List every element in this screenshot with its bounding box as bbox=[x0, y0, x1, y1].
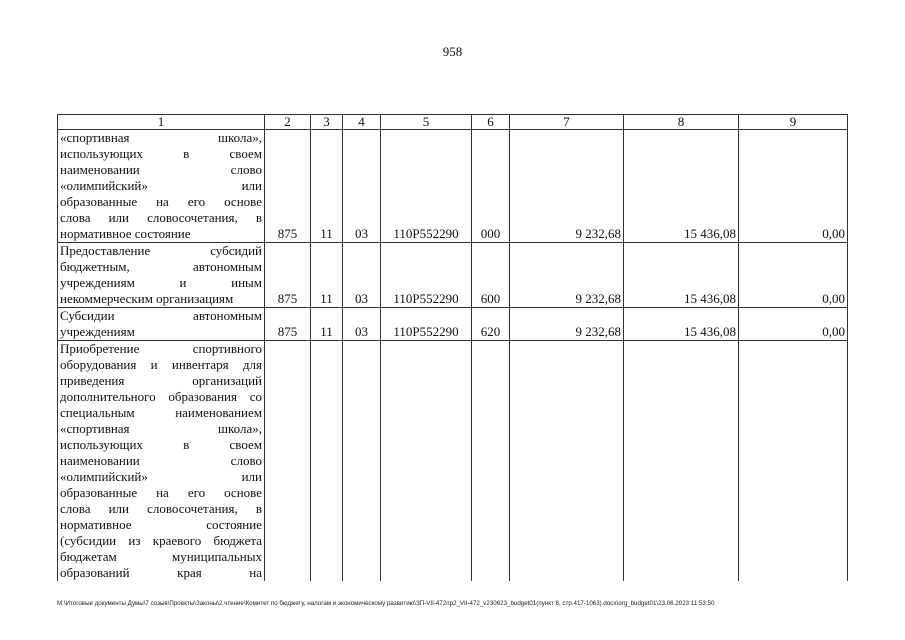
description-line: бюджетным, автономным bbox=[60, 259, 262, 274]
description-line: учреждениям и иным bbox=[60, 275, 262, 290]
amount-cell: 15 436,08 bbox=[624, 130, 739, 243]
description-line: Предоставление субсидий bbox=[60, 243, 262, 258]
amount-cell: 9 232,68 bbox=[510, 130, 624, 243]
amount-cell: 15 436,08 bbox=[624, 243, 739, 308]
row-description bbox=[58, 308, 265, 341]
description-line: слова или словосочетания, в bbox=[60, 501, 262, 516]
ministry-code-cell: 875 bbox=[265, 243, 311, 308]
amount-cell: 9 232,68 bbox=[510, 243, 624, 308]
table-row bbox=[58, 243, 848, 308]
header-cell: 9 bbox=[739, 115, 848, 130]
header-cell: 1 bbox=[58, 115, 265, 130]
description-line: Приобретение спортивного bbox=[60, 341, 262, 356]
header-cell: 4 bbox=[343, 115, 381, 130]
description-line: «спортивная школа», bbox=[60, 421, 262, 436]
target-article-cell: 110Р552290 bbox=[381, 308, 472, 341]
table-row bbox=[58, 341, 848, 582]
description-line: использующих в своем bbox=[60, 146, 262, 161]
description-line: нормативное состояние bbox=[60, 226, 191, 241]
header-cell: 8 bbox=[624, 115, 739, 130]
ministry-code-cell: 875 bbox=[265, 308, 311, 341]
expense-type-cell: 620 bbox=[472, 308, 510, 341]
description-line: образованные на его основе bbox=[60, 194, 262, 209]
description-line: оборудования и инвентаря для bbox=[60, 357, 262, 372]
amount-cell: 9 232,68 bbox=[510, 308, 624, 341]
description-line: использующих в своем bbox=[60, 437, 262, 452]
subsection-code-cell: 03 bbox=[343, 243, 381, 308]
amount-cell: 15 436,08 bbox=[624, 308, 739, 341]
row-description bbox=[58, 130, 265, 243]
row-description bbox=[58, 243, 265, 308]
description-line: «олимпийский» или bbox=[60, 469, 262, 484]
description-line: бюджетам муниципальных bbox=[60, 549, 262, 564]
amount-cell bbox=[739, 341, 848, 582]
row-description bbox=[58, 341, 265, 582]
description-line: образованные на его основе bbox=[60, 485, 262, 500]
budget-table bbox=[57, 114, 848, 581]
amount-cell bbox=[510, 341, 624, 582]
description-line: наименовании слово bbox=[60, 162, 262, 177]
header-cell: 6 bbox=[472, 115, 510, 130]
section-code-cell: 11 bbox=[311, 130, 343, 243]
subsection-code-cell: 03 bbox=[343, 308, 381, 341]
amount-cell: 0,00 bbox=[739, 130, 848, 243]
section-code-cell bbox=[311, 341, 343, 582]
ministry-code-cell bbox=[265, 341, 311, 582]
description-line: специальным наименованием bbox=[60, 405, 262, 420]
description-line: Субсидии автономным bbox=[60, 308, 262, 323]
amount-cell bbox=[624, 341, 739, 582]
target-article-cell bbox=[381, 341, 472, 582]
header-cell: 2 bbox=[265, 115, 311, 130]
description-line: дополнительного образования со bbox=[60, 389, 262, 404]
subsection-code-cell bbox=[343, 341, 381, 582]
expense-type-cell: 600 bbox=[472, 243, 510, 308]
description-line: некоммерческим организациям bbox=[60, 291, 234, 306]
description-line: учреждениям bbox=[60, 324, 135, 339]
page-number: 958 bbox=[442, 44, 463, 59]
expense-type-cell bbox=[472, 341, 510, 582]
header-cell: 5 bbox=[381, 115, 472, 130]
table-row bbox=[58, 130, 848, 243]
table-header-row bbox=[58, 115, 848, 130]
header-cell: 3 bbox=[311, 115, 343, 130]
description-line: приведения организаций bbox=[60, 373, 262, 388]
description-line: (субсидии из краевого бюджета bbox=[60, 533, 262, 548]
subsection-code-cell: 03 bbox=[343, 130, 381, 243]
target-article-cell: 110Р552290 bbox=[381, 130, 472, 243]
description-line: «спортивная школа», bbox=[60, 130, 262, 145]
expense-type-cell: 000 bbox=[472, 130, 510, 243]
table-row bbox=[58, 308, 848, 341]
description-line: слова или словосочетания, в bbox=[60, 210, 262, 225]
description-line: нормативное состояние bbox=[60, 517, 262, 532]
ministry-code-cell: 875 bbox=[265, 130, 311, 243]
document-path-footer: M:\Итоговые документы Думы\7 созыв\Проекты\Законы\2 чтение\Комитет по бюджету, налогам и экономическому развитию\ЗП-VII-472пр2_VII-472_v230623_budget01(пункт 8, стр.417-1063).docx\org_budget01\23.06.2023 11:53:50 bbox=[57, 600, 715, 607]
section-code-cell: 11 bbox=[311, 243, 343, 308]
header-cell: 7 bbox=[510, 115, 624, 130]
target-article-cell: 110Р552290 bbox=[381, 243, 472, 308]
description-line: образований края на bbox=[60, 565, 262, 580]
description-line: «олимпийский» или bbox=[60, 178, 262, 193]
description-line: наименовании слово bbox=[60, 453, 262, 468]
amount-cell: 0,00 bbox=[739, 243, 848, 308]
section-code-cell: 11 bbox=[311, 308, 343, 341]
amount-cell: 0,00 bbox=[739, 308, 848, 341]
